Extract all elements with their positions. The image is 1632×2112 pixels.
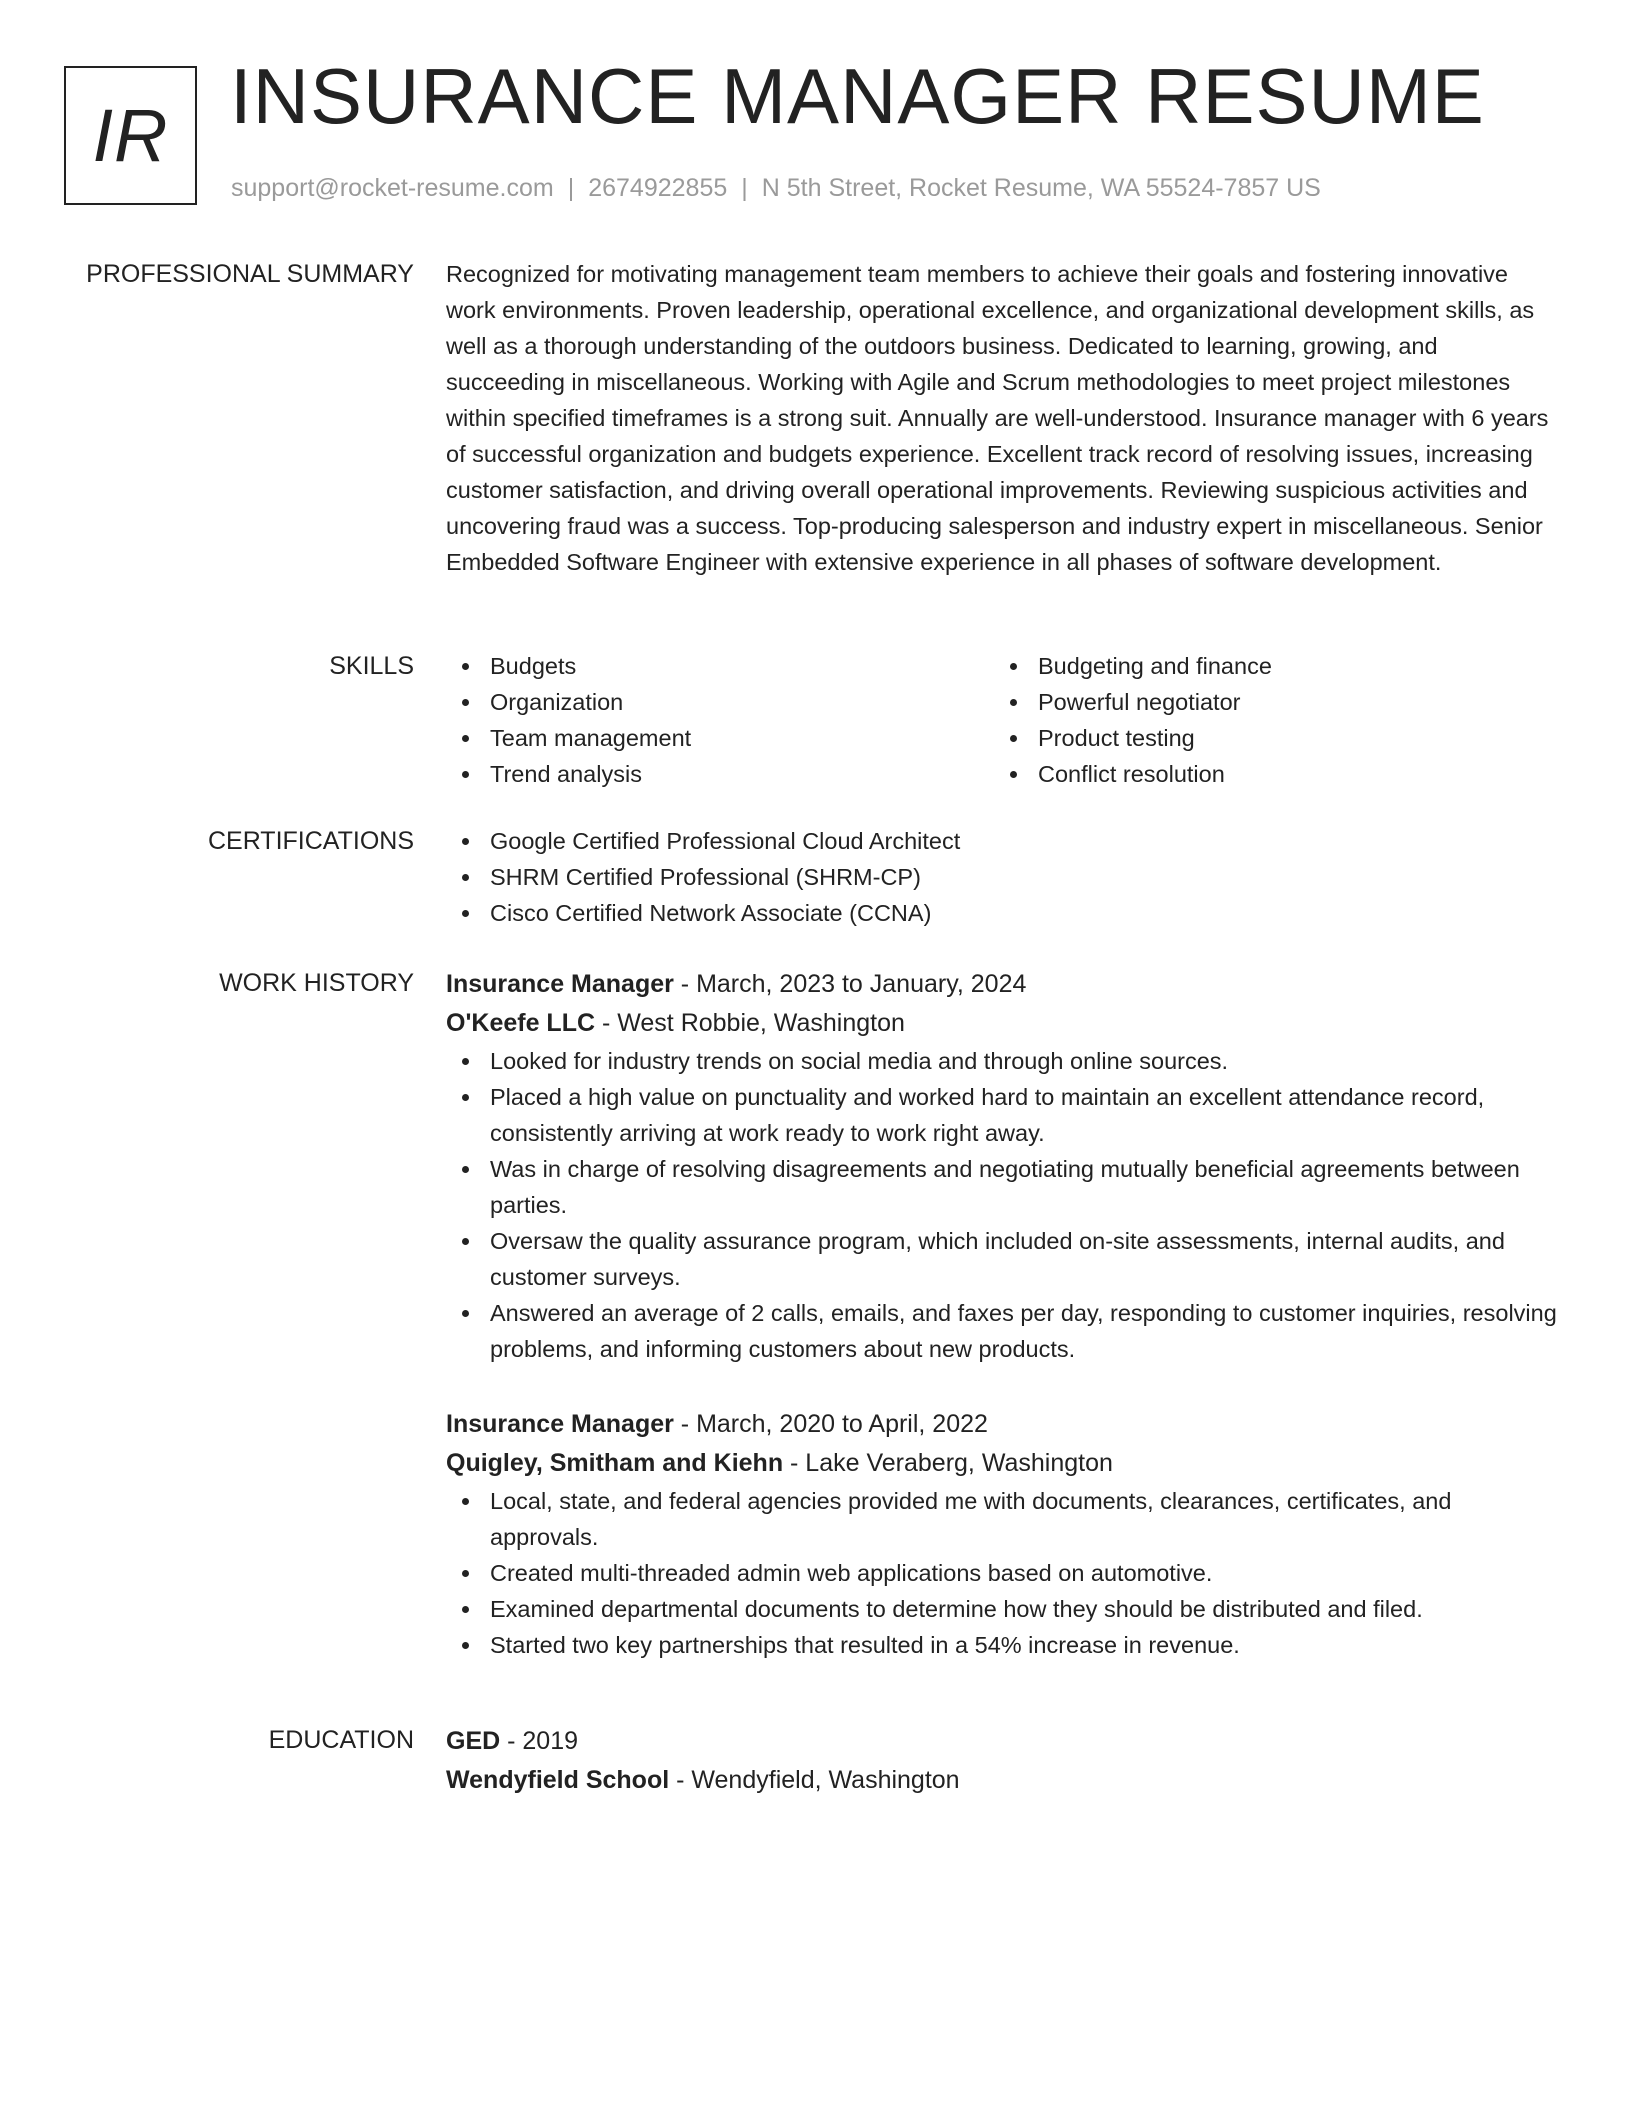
- job-company: O'Keefe LLC: [446, 1009, 596, 1037]
- summary-heading: PROFESSIONAL SUMMARY: [86, 260, 414, 288]
- education-degree: GED: [446, 1727, 501, 1755]
- certifications-heading: CERTIFICATIONS: [207, 827, 414, 855]
- skill-item: Budgeting and finance: [994, 648, 1542, 684]
- job-duty-item: Oversaw the quality assurance program, which included on-site assessments, internal audits, and customer surveys.: [446, 1223, 1561, 1295]
- skill-item: Organization: [446, 684, 994, 720]
- certifications-list: [446, 823, 1561, 931]
- contact-address: N 5th Street, Rocket Resume, WA 55524-7857 US: [761, 174, 1321, 202]
- education-degree-line: [446, 1722, 1561, 1761]
- job-duty-item: Answered an average of 2 calls, emails, and faxes per day, responding to customer inquiries, resolving problems, and informing customers about new products.: [446, 1295, 1561, 1367]
- education-school: Wendyfield School: [446, 1766, 670, 1794]
- job-duties-list: [446, 1043, 1561, 1367]
- job-duty-item: Was in charge of resolving disagreements and negotiating mutually beneficial agreements between parties.: [446, 1151, 1561, 1223]
- job-duty-item: Created multi-threaded admin web applications based on automotive.: [446, 1555, 1561, 1591]
- job-duty-item: Looked for industry trends on social media and through online sources.: [446, 1043, 1561, 1079]
- certifications-body: [446, 823, 1561, 931]
- summary-body: [446, 256, 1561, 580]
- skill-item: Product testing: [994, 720, 1542, 756]
- skill-item: Team management: [446, 720, 994, 756]
- certification-item: Cisco Certified Network Associate (CCNA): [446, 895, 1561, 931]
- education-year: - 2019: [500, 1727, 579, 1755]
- summary-text: Recognized for motivating management team members to achieve their goals and fostering innovative work environments. Proven leadership, operational excellence, and organizational development skills, as well as a thorough understanding of the outdoors business. Dedicated to learning, growing, and succeeding in miscellaneous. Working with Agile and Scrum methodologies to meet project milestones within specified timeframes is a strong suit. Annually are well-understood. Insurance manager with 6 years of successful organization and budgets experience. Excellent track record of resolving issues, increasing customer satisfaction, and driving overall operational improvements. Reviewing suspicious activities and uncovering fraud was a success. Top-producing salesperson and industry expert in miscellaneous. Senior Embedded Software Engineer with extensive experience in all phases of software development.: [446, 261, 1549, 575]
- contact-email: support@rocket-resume.com: [231, 174, 554, 202]
- skills-body: [446, 648, 1561, 792]
- skill-item: Trend analysis: [446, 756, 994, 792]
- education-location: - Wendyfield, Washington: [669, 1766, 960, 1794]
- job-company-line: [446, 1004, 1561, 1043]
- job-duty-item: Placed a high value on punctuality and worked hard to maintain an excellent attendance record, consistently arriving at work ready to work right away.: [446, 1079, 1561, 1151]
- job-company-line: [446, 1444, 1561, 1483]
- job-location: - West Robbie, Washington: [595, 1009, 905, 1037]
- work-history-heading: WORK HISTORY: [219, 969, 414, 997]
- skills-heading: SKILLS: [329, 652, 414, 680]
- education-heading: EDUCATION: [268, 1726, 414, 1754]
- job-entry: [446, 1405, 1561, 1663]
- education-body: [446, 1722, 1561, 1800]
- skill-item: Conflict resolution: [994, 756, 1542, 792]
- job-duty-item: Examined departmental documents to determine how they should be distributed and filed.: [446, 1591, 1561, 1627]
- skill-item: Powerful negotiator: [994, 684, 1542, 720]
- job-title-line: [446, 965, 1561, 1004]
- job-duty-item: Local, state, and federal agencies provided me with documents, clearances, certificates, and approvals.: [446, 1483, 1561, 1555]
- job-title: Insurance Manager: [446, 970, 674, 998]
- skills-grid: [446, 648, 1561, 792]
- skill-item: Budgets: [446, 648, 994, 684]
- job-title: Insurance Manager: [446, 1410, 674, 1438]
- job-location: - Lake Veraberg, Washington: [783, 1449, 1113, 1477]
- job-duty-item: Started two key partnerships that resulted in a 54% increase in revenue.: [446, 1627, 1561, 1663]
- job-dates: - March, 2023 to January, 2024: [673, 970, 1027, 998]
- education-school-line: [446, 1761, 1561, 1800]
- skills-list-right: [994, 648, 1542, 792]
- contact-separator: |: [741, 174, 748, 202]
- skills-list-left: [446, 648, 994, 792]
- contact-separator: |: [567, 174, 575, 202]
- job-duties-list: [446, 1483, 1561, 1663]
- page-title: INSURANCE MANAGER RESUME: [230, 52, 1485, 140]
- job-dates: - March, 2020 to April, 2022: [673, 1410, 988, 1438]
- certification-item: SHRM Certified Professional (SHRM-CP): [446, 859, 1561, 895]
- contact-line: [231, 174, 1321, 203]
- contact-phone: 2674922855: [588, 174, 728, 202]
- work-history-body: [446, 965, 1561, 1663]
- certification-item: Google Certified Professional Cloud Architect: [446, 823, 1561, 859]
- monogram-logo: IR: [64, 66, 197, 205]
- job-company: Quigley, Smitham and Kiehn: [446, 1449, 784, 1477]
- job-title-line: [446, 1405, 1561, 1444]
- job-entry: [446, 965, 1561, 1367]
